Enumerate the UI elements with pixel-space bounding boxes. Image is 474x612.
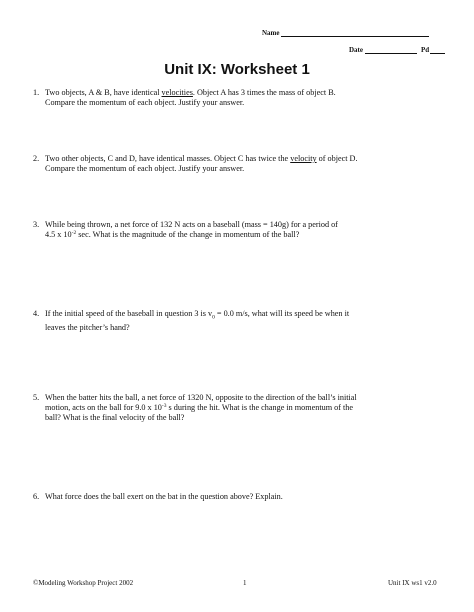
question-number: 4. bbox=[33, 309, 40, 318]
date-period-field bbox=[349, 46, 445, 54]
question-line: ball? What is the final velocity of the ball? bbox=[45, 413, 185, 423]
date-label: Date bbox=[349, 46, 363, 54]
question-line: motion, acts on the ball for 9.0 x $10^{-3}$ s during the hit. What is the change in momentum of the bbox=[45, 403, 354, 413]
question-5 bbox=[33, 393, 453, 424]
question-line: If the initial speed of the baseball in question 3 is $v_0 = 0.0$ m/s, what will its speed be when it bbox=[45, 309, 350, 321]
footer-version: Unit IX ws1 v2.0 bbox=[388, 579, 437, 587]
question-number: 2. bbox=[33, 154, 40, 163]
question-line: While being thrown, a net force of 132 N acts on a baseball (mass = 140g) for a period of bbox=[45, 220, 338, 229]
question-line: Two other objects, C and D, have identical masses. Object C has twice the velocity of object D. bbox=[45, 154, 358, 163]
question-number: 6. bbox=[33, 492, 40, 501]
question-line: Compare the momentum of each object. Justify your answer. bbox=[45, 98, 245, 108]
footer-copyright: ©Modeling Workshop Project 2002 bbox=[33, 579, 134, 587]
question-number: 5. bbox=[33, 393, 40, 402]
footer-page-number: 1 bbox=[243, 579, 247, 587]
period-label: Pd bbox=[421, 46, 430, 54]
question-3 bbox=[33, 220, 453, 240]
period-blank-line bbox=[430, 46, 445, 54]
question-line: When the batter hits the ball, a net force of 1320 N, opposite to the direction of the ball’s initial bbox=[45, 393, 357, 402]
question-number: 1. bbox=[33, 88, 40, 97]
question-4 bbox=[33, 309, 453, 333]
date-blank-line bbox=[365, 46, 417, 54]
question-line: Compare the momentum of each object. Justify your answer. bbox=[45, 164, 245, 174]
question-1 bbox=[33, 88, 453, 108]
name-blank-line bbox=[281, 29, 429, 37]
name-field bbox=[262, 29, 429, 37]
name-label: Name bbox=[262, 29, 280, 37]
question-6 bbox=[33, 492, 453, 502]
question-line: 4.5 x $10^{-2}$ sec. What is the magnitude of the change in momentum of the ball? bbox=[45, 230, 300, 240]
question-line: Two objects, A & B, have identical velocities. Object A has 3 times the mass of object B. bbox=[45, 88, 336, 97]
question-2 bbox=[33, 154, 453, 174]
worksheet-title: Unit IX: Worksheet 1 bbox=[164, 61, 310, 78]
question-number: 3. bbox=[33, 220, 40, 229]
question-line: leaves the pitcher’s hand? bbox=[45, 322, 130, 332]
question-line: What force does the ball exert on the bat in the question above? Explain. bbox=[45, 492, 283, 501]
